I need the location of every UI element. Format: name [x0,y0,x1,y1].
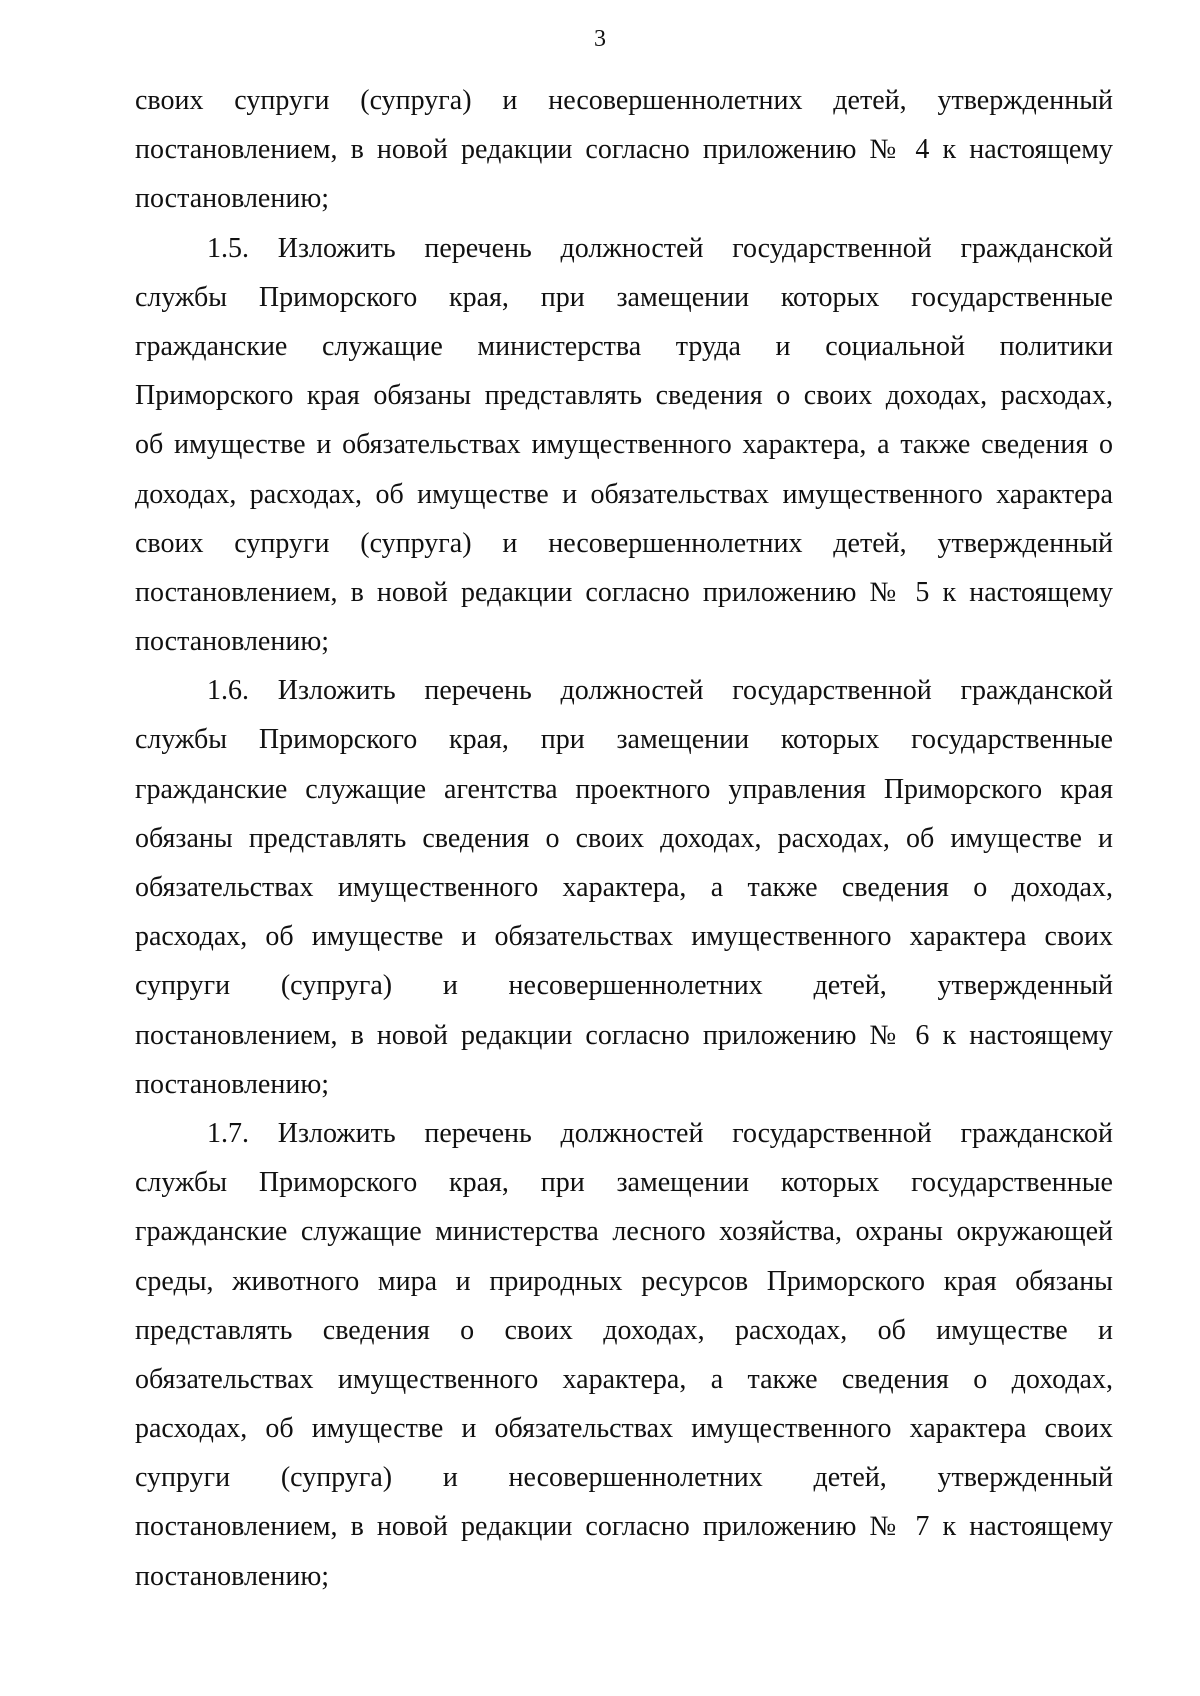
text-line: расходах, об имуществе и обязательствах имущественного характера своих [135,921,1113,953]
text-line: 1.7. Изложить перечень должностей государственной гражданской [207,1117,1113,1149]
text-line: об имуществе и обязательствах имущественного характера, а также сведения о [135,429,1113,461]
text-line: гражданские служащие министерства труда и социальной политики [135,330,1113,362]
text-line: доходах, расходах, об имуществе и обязательствах имущественного характера [135,478,1113,510]
text-line: своих супруги (супруга) и несовершеннолетних детей, утвержденный [135,85,1113,116]
text-line: представлять сведения о своих доходах, расходах, об имуществе и [135,1314,1113,1346]
text-line: супруги (супруга) и несовершеннолетних детей, утвержденный [135,1462,1113,1494]
text-line: обязательствах имущественного характера, а также сведения о доходах, [135,1363,1113,1395]
paragraph-continuation [135,76,1113,224]
text-line: расходах, об имуществе и обязательствах имущественного характера своих [135,1413,1113,1445]
text-line: гражданские служащие агентства проектного управления Приморского края [135,773,1113,805]
text-line: постановлением, в новой редакции согласно приложению № 4 к настоящему [135,134,1113,166]
text-line: постановлению; [135,1560,330,1592]
document-body [135,76,1113,1601]
text-line: 1.5. Изложить перечень должностей государственной гражданской [207,232,1113,264]
text-line: постановлением, в новой редакции согласно приложению № 7 к настоящему [135,1511,1113,1543]
text-line: 1.6. Изложить перечень должностей государственной гражданской [207,675,1113,707]
paragraph-1-7 [135,1109,1113,1601]
text-line: супруги (супруга) и несовершеннолетних детей, утвержденный [135,970,1113,1002]
text-line: постановлению; [135,626,330,658]
text-line: среды, животного мира и природных ресурсов Приморского края обязаны [135,1265,1113,1297]
text-line: постановлению; [135,1068,330,1100]
text-line: постановлению; [135,183,330,215]
text-line: постановлением, в новой редакции согласно приложению № 6 к настоящему [135,1019,1113,1051]
paragraph-1-5 [135,224,1113,667]
page-number: 3 [594,26,606,52]
text-line: обязательствах имущественного характера, а также сведения о доходах, [135,872,1113,903]
text-line: Приморского края обязаны представлять сведения о своих доходах, расходах, [135,380,1113,412]
text-line: службы Приморского края, при замещении которых государственные [135,724,1113,756]
text-line: обязаны представлять сведения о своих доходах, расходах, об имуществе и [135,822,1113,854]
paragraph-1-6 [135,666,1113,1109]
text-line: гражданские служащие министерства лесного хозяйства, охраны окружающей [135,1216,1113,1248]
text-line: службы Приморского края, при замещении которых государственные [135,1167,1113,1199]
text-line: своих супруги (супруга) и несовершеннолетних детей, утвержденный [135,527,1113,559]
text-line: постановлением, в новой редакции согласно приложению № 5 к настоящему [135,576,1113,608]
text-line: службы Приморского края, при замещении которых государственные [135,281,1113,313]
